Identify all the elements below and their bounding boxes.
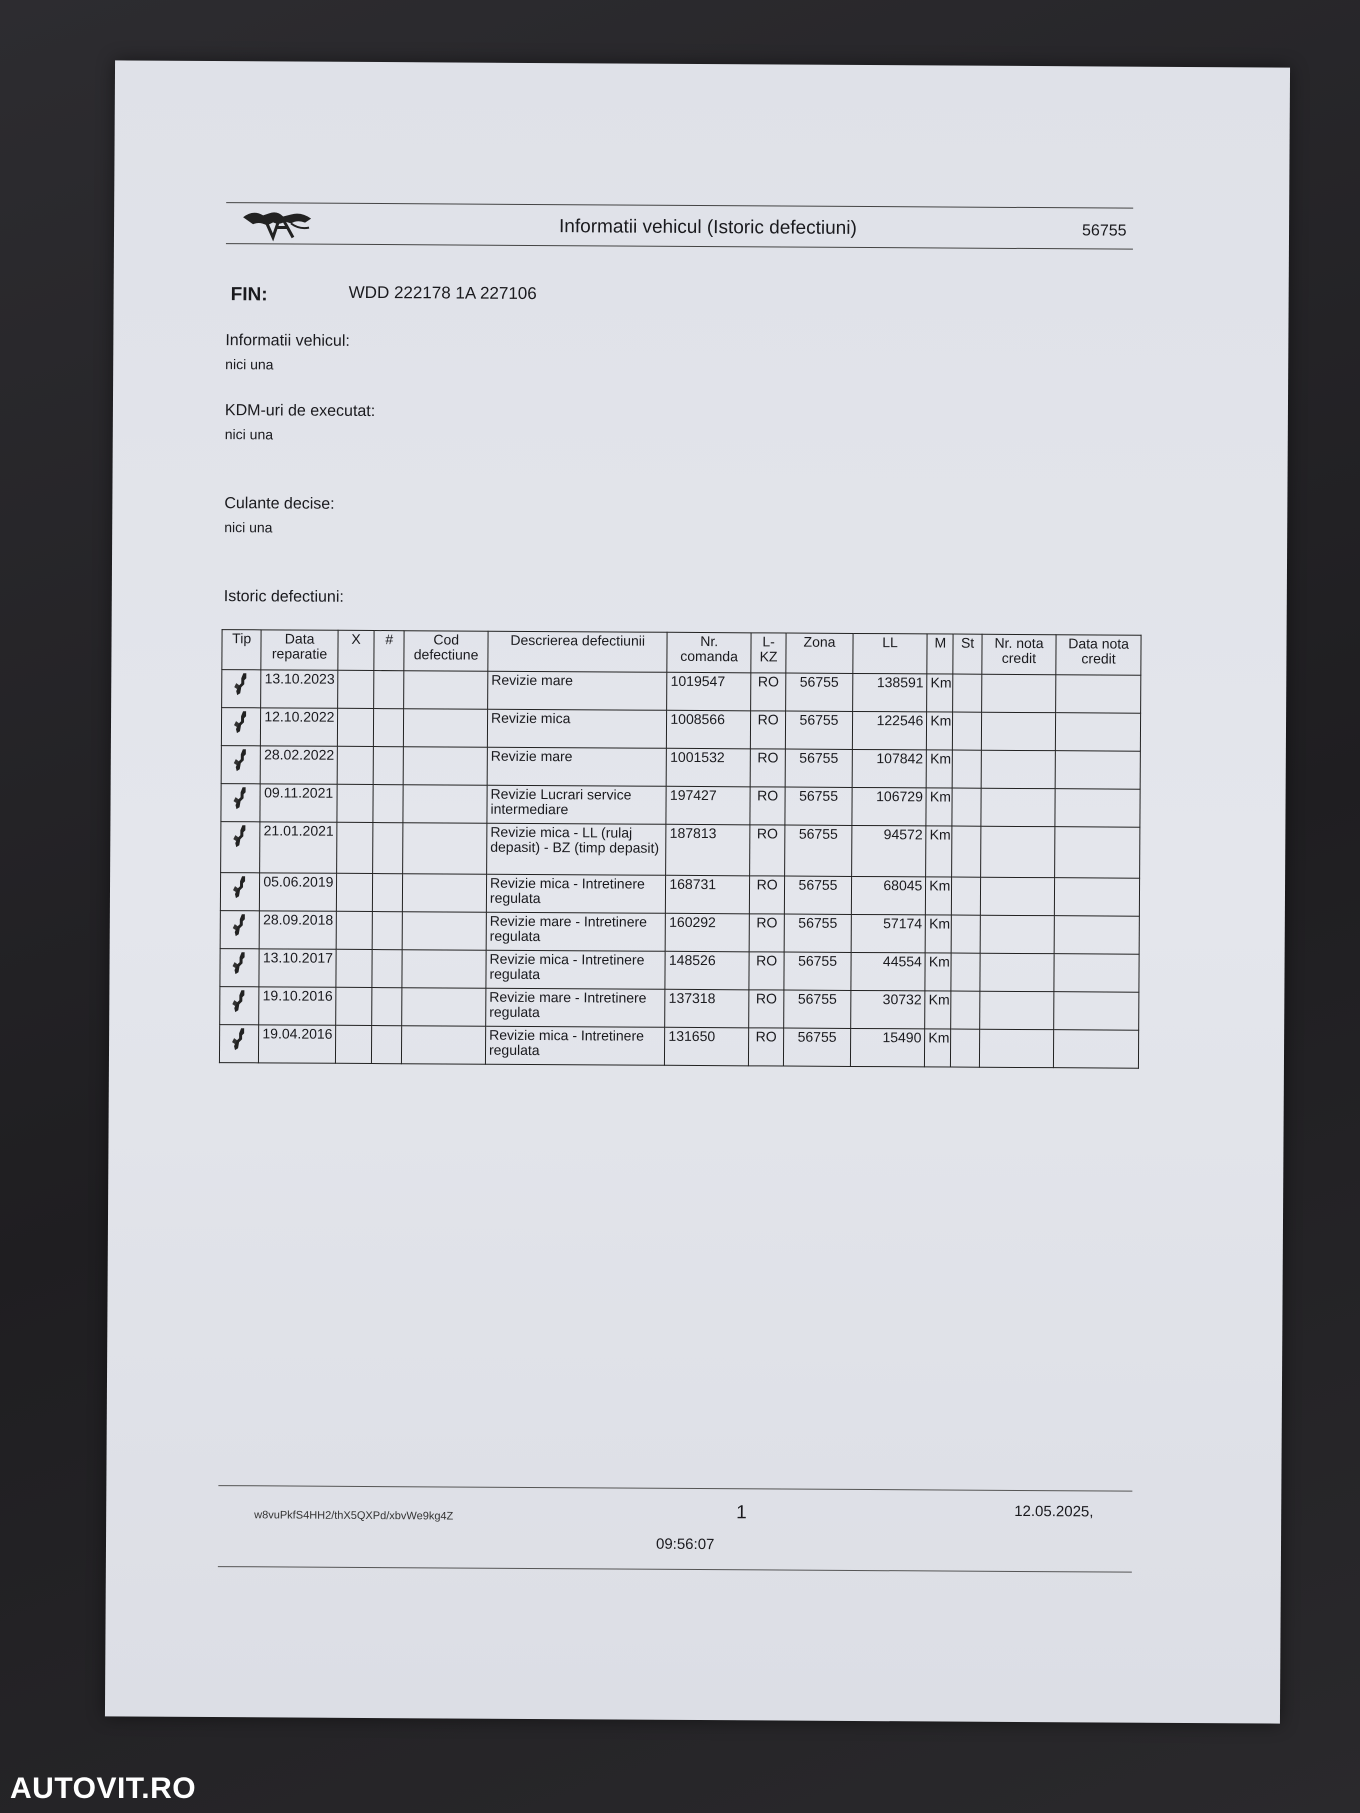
footer-code: w8vuPkfS4HH2/thX5QXPd/xbvWe9kg4Z — [254, 1509, 454, 1523]
cell-description: Revizie mare - Intretinere regulata — [486, 912, 666, 951]
cell-credit-date — [1054, 954, 1139, 993]
cell-order: 1019547 — [667, 672, 751, 711]
cell-m: Km — [926, 877, 952, 915]
cell-date: 28.02.2022 — [260, 746, 337, 784]
cell-description: Revizie mare — [487, 747, 667, 786]
cell-description: Revizie mica - LL (rulaj depasit) - BZ (timp depasit) — [487, 823, 667, 875]
cell-ll: 107842 — [852, 749, 927, 787]
cell-ll: 30732 — [850, 990, 925, 1028]
page-number: 1 — [736, 1502, 747, 1524]
cell-ll: 15490 — [850, 1028, 925, 1066]
cell-m: Km — [925, 953, 951, 991]
cell-m: Km — [926, 826, 952, 877]
column-header: Cod defectiune — [404, 631, 488, 672]
cell-tip — [221, 708, 261, 746]
cell-tip — [221, 746, 261, 784]
cell-code — [404, 747, 488, 786]
globe-logo-icon — [239, 207, 317, 241]
cell-code — [404, 709, 488, 748]
cell-x — [336, 873, 372, 911]
cell-m: Km — [926, 788, 952, 826]
cell-credit-nr — [980, 953, 1055, 991]
cell-credit-date — [1056, 713, 1141, 752]
cell-lkz: RO — [749, 876, 784, 914]
cell-hash — [372, 988, 402, 1026]
cell-zona: 56755 — [784, 1028, 851, 1066]
wrench-icon — [232, 747, 250, 773]
footer-time: 09:56:07 — [655, 1535, 715, 1554]
cell-date: 09.11.2021 — [260, 784, 337, 822]
header-top-rule — [226, 202, 1133, 209]
cell-x — [337, 670, 373, 708]
table-row — [221, 784, 1140, 828]
cell-code — [403, 874, 487, 913]
cell-code — [402, 988, 486, 1027]
cell-order: 1001532 — [666, 748, 750, 787]
column-header: Zona — [786, 633, 853, 673]
cell-date: 05.06.2019 — [260, 873, 337, 911]
column-header: St — [953, 634, 981, 674]
cell-credit-nr — [979, 1029, 1054, 1067]
cell-credit-date — [1055, 878, 1140, 917]
cell-st — [951, 1029, 979, 1067]
table-row — [221, 746, 1140, 790]
cell-credit-nr — [980, 826, 1055, 877]
cell-zona: 56755 — [784, 914, 851, 952]
cell-credit-date — [1055, 789, 1140, 828]
cell-order: 1008566 — [667, 710, 751, 749]
cell-x — [337, 708, 373, 746]
cell-ll: 57174 — [851, 914, 926, 952]
cell-st — [952, 877, 980, 915]
cell-credit-date — [1054, 992, 1139, 1031]
cell-ll: 44554 — [851, 952, 926, 990]
cell-zona: 56755 — [786, 673, 853, 711]
cell-order: 131650 — [665, 1027, 749, 1066]
cell-m: Km — [926, 750, 952, 788]
section-title: KDM-uri de executat: — [224, 402, 376, 421]
cell-credit-nr — [981, 712, 1056, 750]
cell-st — [953, 750, 981, 788]
wrench-icon — [231, 823, 249, 849]
footer-top-rule — [218, 1485, 1132, 1492]
cell-hash — [373, 785, 403, 823]
table-row — [219, 1025, 1138, 1069]
wrench-icon — [232, 785, 250, 811]
cell-code — [403, 912, 487, 951]
cell-st — [952, 788, 980, 826]
table-row — [222, 670, 1141, 714]
footer-bottom-rule — [218, 1566, 1132, 1573]
cell-hash — [372, 1026, 402, 1064]
cell-order: 187813 — [666, 824, 750, 876]
watermark-logo: AUTOVIT.RO — [10, 1772, 197, 1805]
cell-x — [336, 949, 372, 987]
column-header: M — [927, 634, 953, 674]
wrench-icon — [231, 950, 249, 976]
cell-date: 13.10.2023 — [261, 670, 338, 708]
cell-ll: 106729 — [852, 787, 927, 825]
cell-zona: 56755 — [785, 787, 852, 825]
cell-credit-nr — [979, 991, 1054, 1029]
cell-m: Km — [927, 674, 953, 712]
cell-lkz: RO — [749, 990, 784, 1028]
fin-label: FIN: — [230, 284, 268, 306]
cell-lkz: RO — [750, 825, 786, 876]
cell-ll: 68045 — [851, 876, 926, 914]
cell-code — [402, 950, 486, 989]
cell-ll: 94572 — [851, 825, 926, 876]
cell-ll: 122546 — [852, 711, 927, 749]
column-header: Tip — [222, 630, 262, 670]
cell-order: 160292 — [665, 913, 749, 952]
cell-st — [953, 712, 981, 750]
cell-description: Revizie mica - Intretinere regulata — [486, 874, 666, 913]
table-row — [221, 822, 1140, 879]
cell-credit-nr — [981, 674, 1056, 712]
section-title: Informatii vehicul: — [225, 332, 350, 350]
cell-credit-date — [1054, 1030, 1139, 1069]
cell-zona: 56755 — [784, 952, 851, 990]
cell-description: Revizie mica — [487, 709, 667, 748]
cell-code — [403, 823, 487, 875]
cell-st — [952, 826, 981, 877]
cell-x — [335, 1025, 371, 1063]
cell-order: 168731 — [666, 875, 750, 914]
table-row — [220, 911, 1139, 955]
cell-credit-nr — [981, 788, 1056, 826]
cell-zona: 56755 — [785, 825, 852, 876]
cell-hash — [373, 747, 403, 785]
cell-ll: 138591 — [852, 673, 927, 711]
cell-lkz: RO — [750, 711, 785, 749]
cell-hash — [374, 709, 404, 747]
cell-zona: 56755 — [784, 990, 851, 1028]
cell-st — [953, 674, 981, 712]
section-value: nici una — [224, 426, 274, 443]
cell-order: 137318 — [665, 989, 749, 1028]
cell-code — [404, 671, 488, 710]
cell-m: Km — [925, 1029, 951, 1067]
cell-credit-nr — [980, 915, 1055, 953]
column-header: Descrierea defectiunii — [488, 631, 668, 672]
wrench-icon — [232, 709, 250, 735]
cell-zona: 56755 — [786, 711, 853, 749]
cell-tip — [220, 949, 260, 987]
cell-credit-date — [1055, 751, 1140, 790]
cell-tip — [221, 784, 261, 822]
column-header: X — [338, 630, 375, 670]
history-table — [219, 629, 1142, 1069]
column-header: Nr. comanda — [667, 632, 751, 673]
cell-st — [951, 991, 979, 1029]
cell-description: Revizie Lucrari service intermediare — [487, 785, 667, 824]
cell-tip — [222, 670, 262, 708]
cell-lkz: RO — [749, 914, 784, 952]
footer-date: 12.05.2025, — [1014, 1502, 1094, 1521]
cell-x — [336, 987, 372, 1025]
wrench-icon — [232, 671, 250, 697]
section-value: nici una — [225, 356, 274, 373]
cell-m: Km — [927, 712, 953, 750]
cell-date: 19.10.2016 — [259, 987, 336, 1025]
cell-hash — [374, 671, 404, 709]
section-title: Culante decise: — [224, 495, 335, 513]
cell-st — [951, 953, 979, 991]
cell-description: Revizie mare - Intretinere regulata — [486, 988, 666, 1027]
cell-m: Km — [925, 991, 951, 1029]
cell-tip — [220, 911, 260, 949]
cell-description: Revizie mica - Intretinere regulata — [486, 950, 666, 989]
table-row — [221, 708, 1140, 752]
cell-credit-nr — [981, 750, 1056, 788]
header-title: Informatii vehicul (Istoric defectiuni) — [558, 216, 857, 239]
cell-date: 13.10.2017 — [259, 949, 336, 987]
cell-hash — [373, 823, 404, 874]
history-title: Istoric defectiuni: — [223, 588, 344, 606]
wrench-icon — [231, 874, 249, 900]
column-header: # — [374, 631, 404, 671]
wrench-icon — [230, 988, 248, 1014]
fin-value: WDD 222178 1A 227106 — [348, 282, 537, 304]
cell-lkz: RO — [751, 673, 786, 711]
cell-x — [336, 911, 372, 949]
cell-credit-date — [1054, 916, 1139, 955]
section-value: nici una — [224, 519, 273, 536]
wrench-icon — [230, 1026, 248, 1052]
cell-lkz: RO — [749, 952, 784, 990]
cell-hash — [373, 874, 403, 912]
document-page — [105, 60, 1290, 1723]
cell-credit-nr — [980, 877, 1055, 915]
cell-hash — [372, 950, 402, 988]
cell-date: 21.01.2021 — [260, 822, 337, 873]
cell-tip — [220, 873, 260, 911]
cell-lkz: RO — [750, 749, 785, 787]
table-row — [220, 949, 1139, 993]
cell-tip — [221, 822, 261, 873]
table-header-row — [222, 630, 1141, 676]
cell-zona: 56755 — [785, 876, 852, 914]
cell-description: Revizie mare — [488, 671, 668, 710]
cell-date: 12.10.2022 — [261, 708, 338, 746]
column-header: Data nota credit — [1056, 635, 1141, 676]
column-header: Nr. nota credit — [982, 634, 1057, 674]
table-row — [220, 987, 1139, 1031]
cell-order: 148526 — [665, 951, 749, 990]
cell-date: 28.09.2018 — [259, 911, 336, 949]
table-row — [220, 873, 1139, 917]
cell-credit-date — [1056, 675, 1141, 714]
cell-hash — [372, 912, 402, 950]
header-number: 56755 — [1081, 222, 1127, 240]
cell-date: 19.04.2016 — [259, 1025, 336, 1063]
cell-tip — [219, 1025, 259, 1063]
cell-lkz: RO — [750, 787, 785, 825]
cell-lkz: RO — [748, 1028, 783, 1066]
column-header: LL — [853, 633, 928, 673]
column-header: Data reparatie — [261, 630, 338, 670]
cell-tip — [220, 987, 260, 1025]
cell-x — [337, 784, 373, 822]
cell-code — [403, 785, 487, 824]
cell-x — [337, 746, 373, 784]
cell-st — [952, 915, 980, 953]
cell-credit-date — [1055, 827, 1140, 879]
cell-zona: 56755 — [785, 749, 852, 787]
cell-code — [402, 1026, 486, 1065]
wrench-icon — [231, 912, 249, 938]
cell-order: 197427 — [666, 786, 750, 825]
cell-description: Revizie mica - Intretinere regulata — [485, 1026, 665, 1065]
header-bottom-rule — [226, 243, 1133, 250]
cell-m: Km — [925, 915, 951, 953]
cell-x — [336, 822, 373, 873]
column-header: L-KZ — [751, 633, 787, 673]
